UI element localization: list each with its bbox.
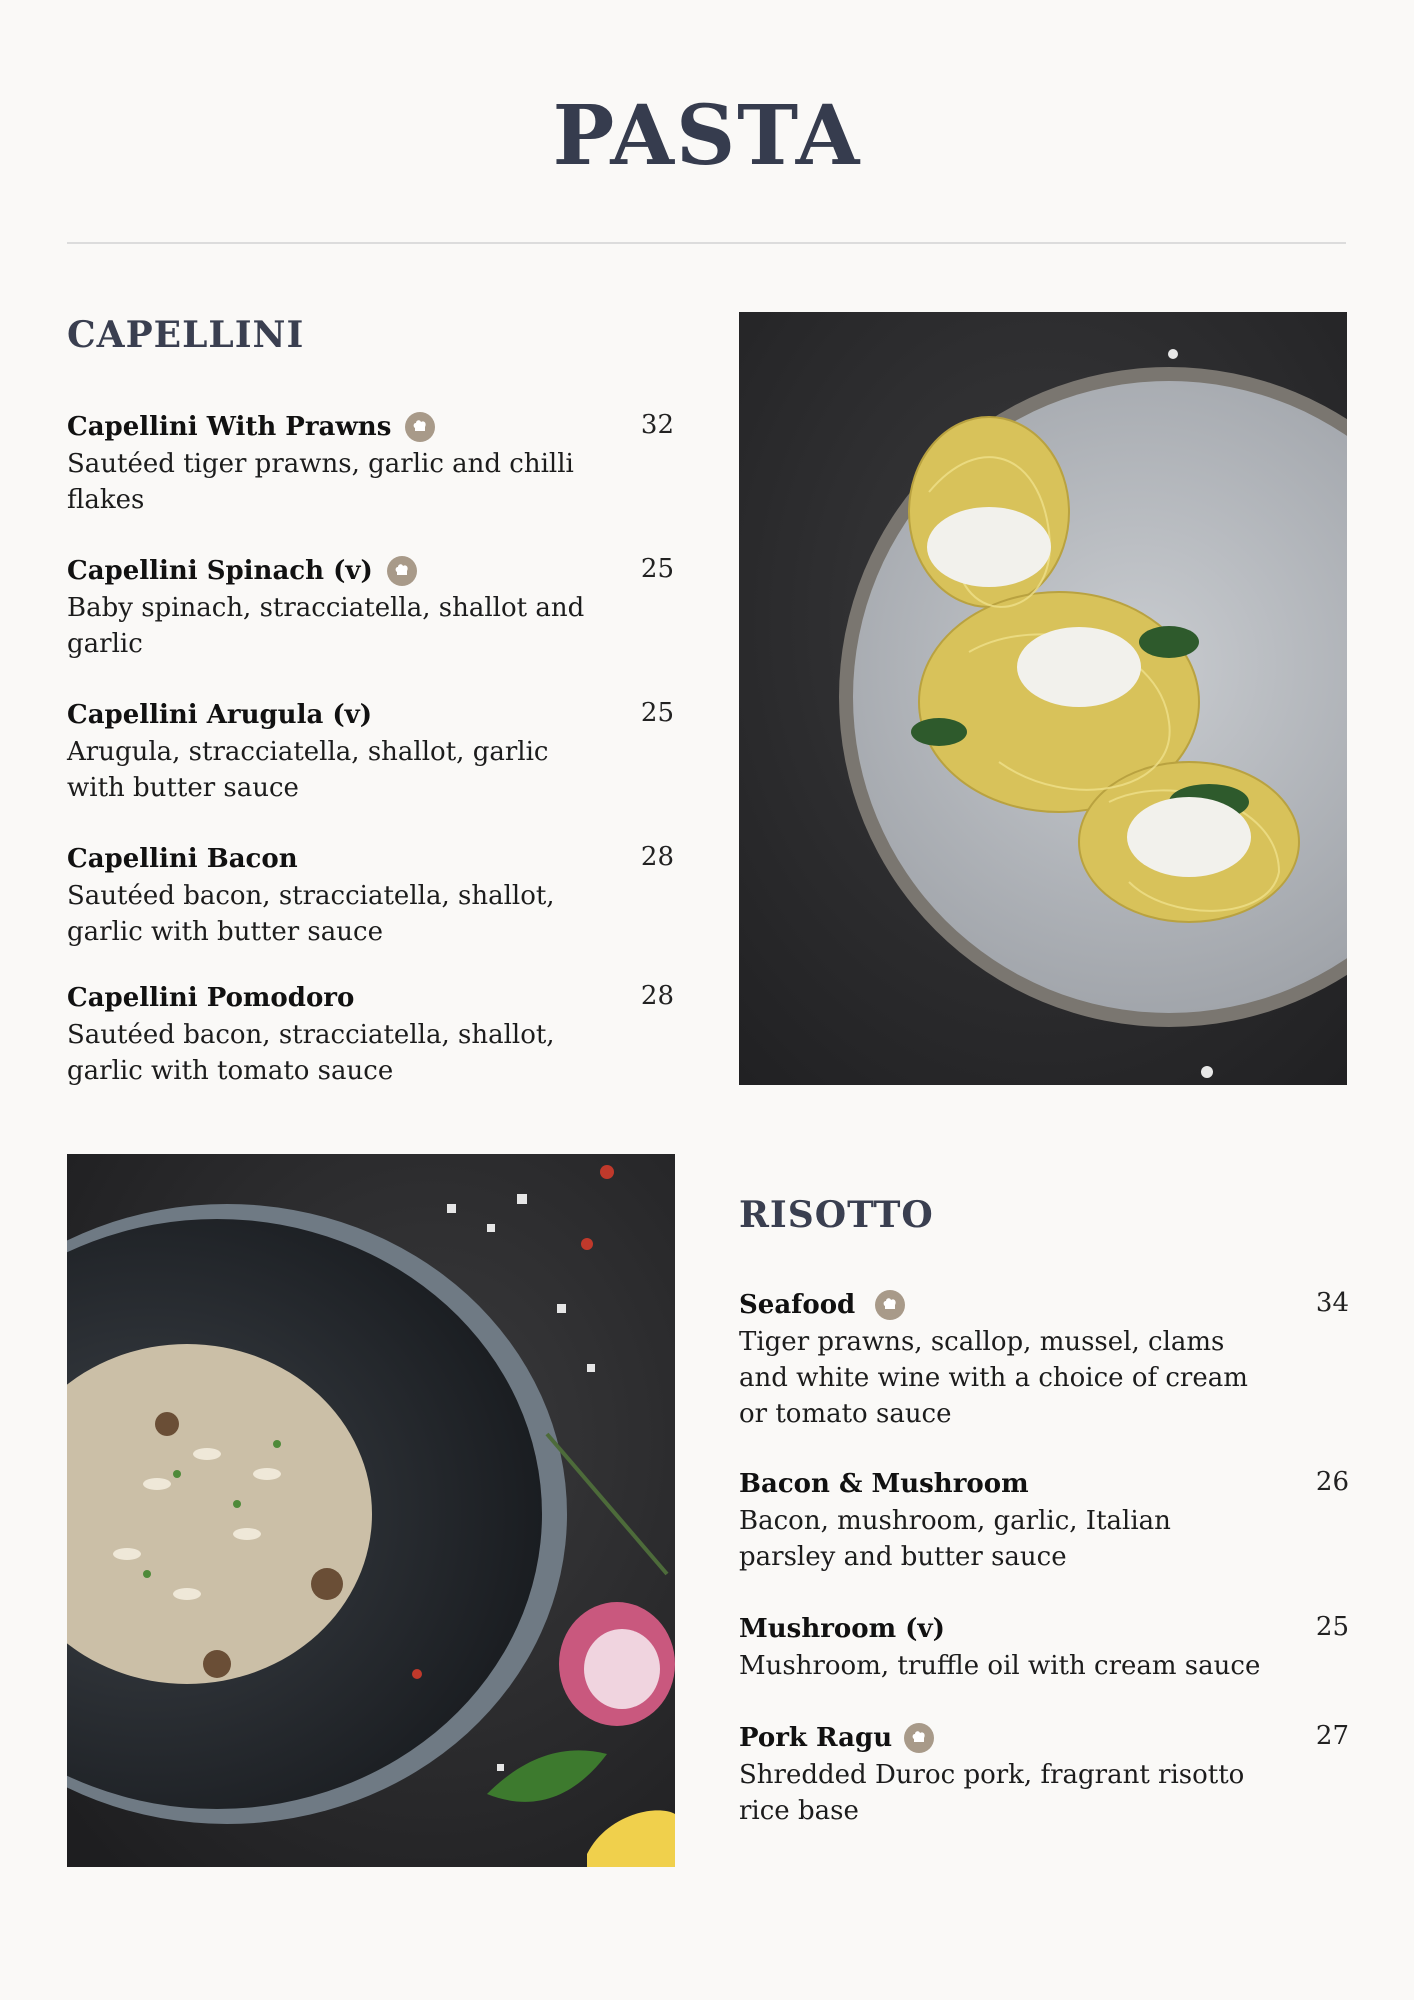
item-name: Capellini Bacon (67, 844, 298, 874)
item-price: 27 (1315, 1721, 1349, 1751)
chef-hat-icon (875, 1290, 905, 1320)
page-title: PASTA (552, 88, 862, 184)
section-title-capellini: CAPELLINI (67, 314, 305, 356)
item-name: Capellini Pomodoro (67, 983, 355, 1013)
divider (67, 242, 1346, 244)
section-title-risotto: RISOTTO (739, 1194, 934, 1236)
item-description: Shredded Duroc pork, fragrant risotto rice base (739, 1760, 1245, 1826)
item-price: 28 (640, 981, 674, 1011)
item-name: Capellini Arugula (v) (67, 700, 373, 730)
item-price: 34 (1315, 1288, 1349, 1318)
item-name: Capellini Spinach (v) (67, 556, 373, 586)
item-name: Bacon & Mushroom (739, 1469, 1029, 1499)
item-description: Mushroom, truffle oil with cream sauce (739, 1651, 1261, 1681)
menu-item (739, 1721, 1349, 1829)
item-name: Seafood (739, 1290, 856, 1320)
item-price: 25 (640, 698, 674, 728)
item-description: Tiger prawns, scallop, mussel, clams and white wine with a choice of cream or tomato sauce (739, 1327, 1248, 1429)
item-description: Bacon, mushroom, garlic, Italian parsley and butter sauce (739, 1506, 1171, 1572)
chef-hat-icon (387, 556, 417, 586)
menu-item (67, 698, 674, 806)
item-description: Sautéed bacon, stracciatella, shallot, garlic with tomato sauce (67, 1020, 555, 1086)
item-name: Capellini With Prawns (67, 412, 392, 442)
item-price: 32 (640, 410, 674, 440)
item-description: Arugula, stracciatella, shallot, garlic with butter sauce (67, 737, 549, 803)
item-description: Sautéed tiger prawns, garlic and chilli flakes (67, 449, 574, 515)
item-price: 25 (640, 554, 674, 584)
chef-hat-icon (405, 412, 435, 442)
item-name: Pork Ragu (739, 1723, 893, 1753)
menu-item (67, 842, 674, 950)
menu-item (739, 1612, 1349, 1684)
item-name: Mushroom (v) (739, 1614, 945, 1644)
item-description: Sautéed bacon, stracciatella, shallot, garlic with butter sauce (67, 881, 555, 947)
item-description: Baby spinach, stracciatella, shallot and garlic (67, 593, 585, 659)
chef-hat-icon (904, 1723, 934, 1753)
menu-item (67, 981, 674, 1089)
menu-item (67, 554, 674, 662)
capellini-photo (739, 312, 1347, 1085)
risotto-photo (67, 1154, 675, 1867)
menu-item (739, 1288, 1349, 1432)
item-price: 25 (1315, 1612, 1349, 1642)
item-price: 28 (640, 842, 674, 872)
menu-item (67, 410, 674, 518)
item-price: 26 (1315, 1467, 1349, 1497)
menu-item (739, 1467, 1349, 1575)
